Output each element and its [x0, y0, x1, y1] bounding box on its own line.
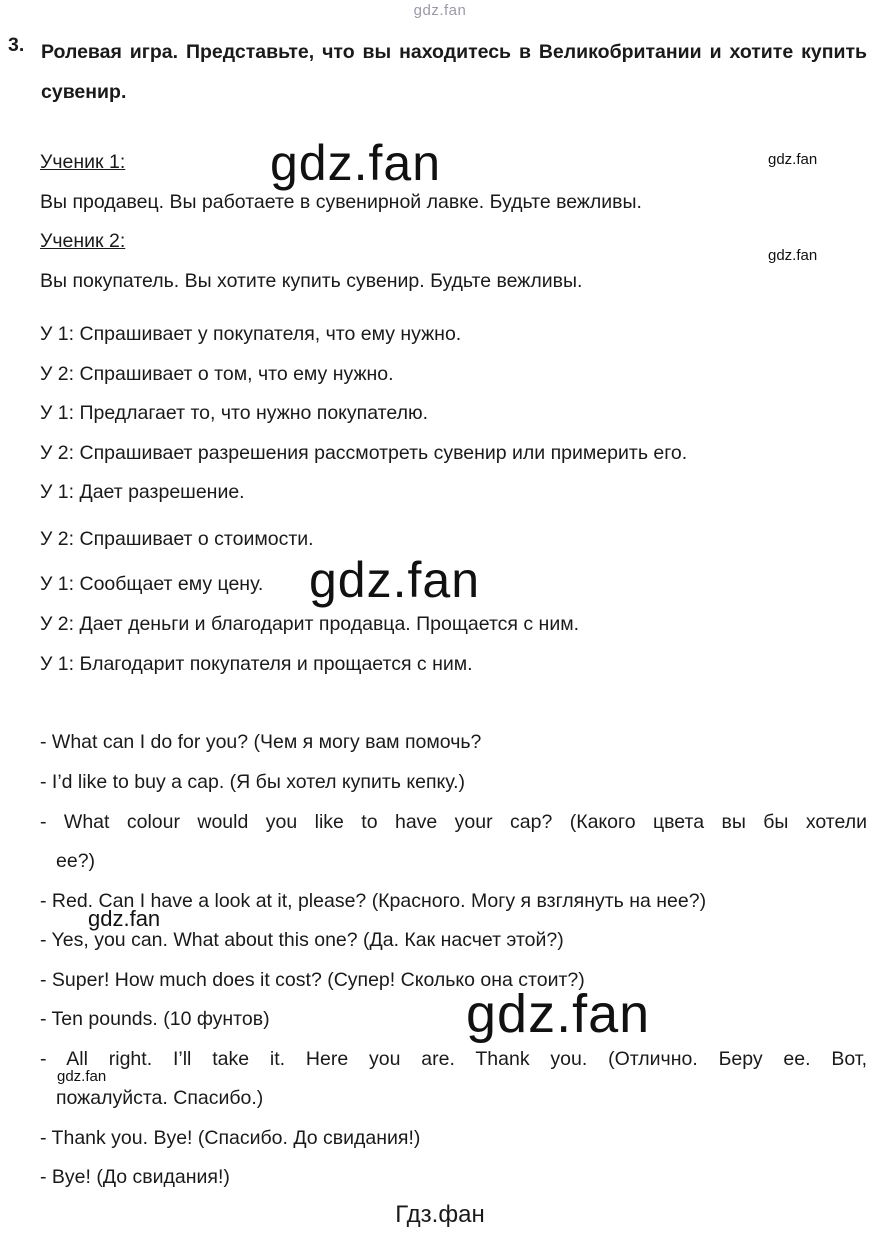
dialogue-line: - Thank you. Bye! (Спасибо. До свидания!)	[40, 1127, 421, 1149]
watermark: gdz.fan	[88, 906, 161, 931]
footer-caption: Гдз.фан	[395, 1201, 485, 1228]
watermark: gdz.fan	[57, 1068, 107, 1085]
dialogue-line: - What can I do for you? (Чем я могу вам помочь?	[40, 731, 482, 753]
step-line: У 2: Спрашивает о стоимости.	[40, 528, 314, 550]
dialogue-line: - Ten pounds. (10 фунтов)	[40, 1008, 270, 1030]
role-label-student-1: Ученик 1:	[40, 151, 126, 173]
step-line: У 1: Дает разрешение.	[40, 481, 245, 503]
dialogue-line: - What colour would you like to have your cap? (Какого цвета вы бы хотели	[40, 811, 867, 833]
dialogue-line: ее?)	[56, 850, 96, 872]
watermark: gdz.fan	[309, 552, 481, 608]
task-title: Ролевая игра. Представьте, что вы находитесь в Великобритании и хотите купить сувенир.	[41, 41, 867, 103]
step-line: У 2: Спрашивает о том, что ему нужно.	[40, 363, 394, 385]
step-line: У 1: Спрашивает у покупателя, что ему нужно.	[40, 323, 462, 345]
dialogue-line: - Yes, you can. What about this one? (Да. Как насчет этой?)	[40, 929, 564, 951]
header-watermark: gdz.fan	[413, 2, 467, 19]
step-line: У 2: Дает деньги и благодарит продавца. Прощается с ним.	[40, 613, 580, 635]
role-text-student-2: Вы покупатель. Вы хотите купить сувенир. Будьте вежливы.	[40, 270, 583, 292]
watermark: gdz.fan	[466, 984, 651, 1044]
role-label-student-2: Ученик 2:	[40, 230, 126, 252]
step-line: У 2: Спрашивает разрешения рассмотреть сувенир или примерить его.	[40, 442, 688, 464]
dialogue-line: - All right. I’ll take it. Here you are. Thank you. (Отлично. Беру ее. Вот,	[40, 1048, 867, 1070]
dialogue-line: - Bye! (До свидания!)	[40, 1166, 230, 1188]
role-text-student-1: Вы продавец. Вы работаете в сувенирной лавке. Будьте вежливы.	[40, 191, 642, 213]
step-line: У 1: Благодарит покупателя и прощается с ним.	[40, 653, 473, 675]
dialogue-line: пожалуйста. Спасибо.)	[56, 1087, 264, 1109]
watermark: gdz.fan	[768, 247, 818, 264]
dialogue-line: - Red. Can I have a look at it, please? (Красного. Могу я взглянуть на нее?)	[40, 890, 707, 912]
step-line: У 1: Сообщает ему цену.	[40, 573, 264, 595]
watermark: gdz.fan	[768, 151, 818, 168]
task-number: 3.	[8, 34, 25, 56]
step-line: У 1: Предлагает то, что нужно покупателю.	[40, 402, 428, 424]
watermark: gdz.fan	[270, 135, 442, 191]
dialogue-line: - I’d like to buy a cap. (Я бы хотел купить кепку.)	[40, 771, 466, 793]
dialogue-line: - Super! How much does it cost? (Супер! Сколько она стоит?)	[40, 969, 585, 991]
